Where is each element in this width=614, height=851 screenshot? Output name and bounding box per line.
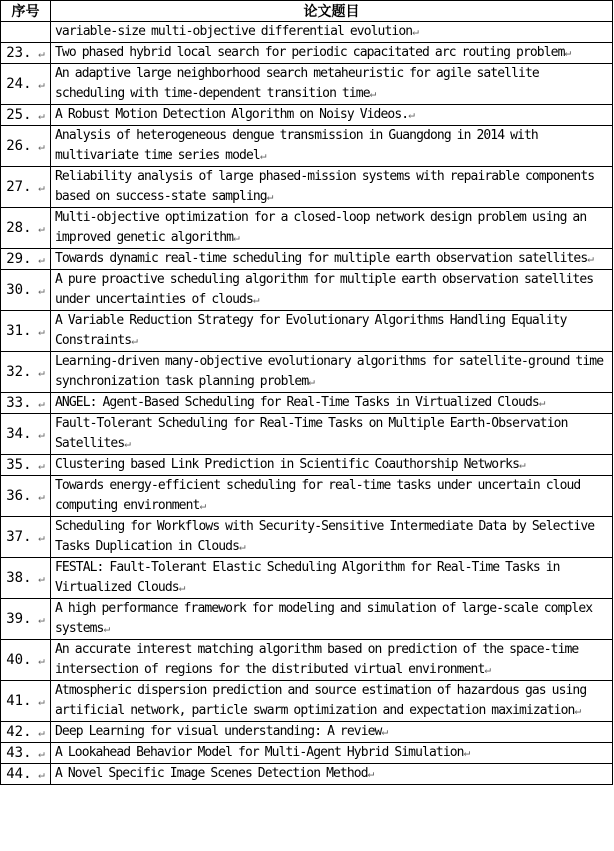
paragraph-mark-icon: ↵ xyxy=(31,253,45,266)
paragraph-mark-icon: ↵ xyxy=(31,613,45,626)
row-number-text: 28. xyxy=(6,220,32,236)
row-number xyxy=(1,558,51,599)
row-number xyxy=(1,393,51,414)
row-number xyxy=(1,270,51,311)
table-row xyxy=(1,352,613,393)
paragraph-mark-icon: ↵ xyxy=(381,725,388,738)
paragraph-mark-icon: ↵ xyxy=(31,181,45,194)
row-number xyxy=(1,311,51,352)
row-number-text: 30. xyxy=(6,282,32,298)
paragraph-mark-icon: ↵ xyxy=(259,149,266,162)
paragraph-mark-icon: ↵ xyxy=(239,540,245,553)
row-number xyxy=(1,764,51,785)
paper-title xyxy=(51,393,613,414)
paragraph-mark-icon: ↵ xyxy=(31,47,45,60)
row-number xyxy=(1,22,51,43)
paragraph-mark-icon: ↵ xyxy=(31,109,45,122)
paper-title-text: Clustering based Link Prediction in Scientific Coauthorship Networks xyxy=(55,457,520,472)
paragraph-mark-icon: ↵ xyxy=(31,490,45,503)
paper-title-text: A high performance framework for modeling and simulation of large-scale complex systems xyxy=(55,601,593,636)
row-number-text: 26. xyxy=(6,138,32,154)
paragraph-mark-icon: ↵ xyxy=(233,231,239,244)
row-number xyxy=(1,743,51,764)
paragraph-mark-icon: ↵ xyxy=(31,78,45,91)
paper-title-text: ANGEL: Agent-Based Scheduling for Real-Time Tasks in Virtualized Clouds xyxy=(55,395,539,410)
table-row xyxy=(1,476,613,517)
paragraph-mark-icon: ↵ xyxy=(31,531,45,544)
table-row xyxy=(1,764,613,785)
table-row xyxy=(1,22,613,43)
paper-title xyxy=(51,126,613,167)
table-row xyxy=(1,167,613,208)
table-row xyxy=(1,558,613,599)
paper-title xyxy=(51,517,613,558)
paragraph-mark-icon: ↵ xyxy=(31,695,45,708)
paper-title-text: FESTAL: Fault-Tolerant Elastic Scheduling Algorithm for Real-Time Tasks in Virtualized Clouds xyxy=(55,560,560,595)
paper-title-text: Learning-driven many-objective evolutionary algorithms for satellite-ground time synchronization task planning problem xyxy=(55,354,604,389)
row-number-text: 27. xyxy=(6,179,32,195)
paper-title xyxy=(51,681,613,722)
paragraph-mark-icon: ↵ xyxy=(31,140,45,153)
header-title: 论文题目 xyxy=(51,1,613,22)
paper-title-text: variable-size multi-objective differential evolution xyxy=(55,24,413,39)
paragraph-mark-icon: ↵ xyxy=(587,252,594,265)
table-row xyxy=(1,208,613,249)
table-row xyxy=(1,64,613,105)
paragraph-mark-icon: ↵ xyxy=(124,437,131,450)
row-number-text: 33. xyxy=(6,395,32,411)
row-number-text: 23. xyxy=(6,45,32,61)
paragraph-mark-icon: ↵ xyxy=(369,87,376,100)
row-number-text: 31. xyxy=(6,323,32,339)
paper-title-text: Towards energy-efficient scheduling for real-time tasks under uncertain cloud computing environment xyxy=(55,478,581,513)
table-row xyxy=(1,640,613,681)
table-row xyxy=(1,517,613,558)
row-number xyxy=(1,640,51,681)
paragraph-mark-icon: ↵ xyxy=(31,428,45,441)
paper-title xyxy=(51,208,613,249)
paper-title-text: A Novel Specific Image Scenes Detection Method xyxy=(55,766,368,781)
paragraph-mark-icon: ↵ xyxy=(31,366,45,379)
paragraph-mark-icon: ↵ xyxy=(31,459,45,472)
paper-title xyxy=(51,640,613,681)
table-row xyxy=(1,455,613,476)
paper-title xyxy=(51,64,613,105)
paragraph-mark-icon: ↵ xyxy=(519,458,525,471)
row-number xyxy=(1,352,51,393)
row-number xyxy=(1,105,51,126)
row-number-text: 39. xyxy=(6,611,32,627)
table-row xyxy=(1,126,613,167)
paragraph-mark-icon: ↵ xyxy=(31,768,45,781)
paragraph-mark-icon: ↵ xyxy=(178,581,185,594)
paragraph-mark-icon: ↵ xyxy=(564,46,571,59)
table-row xyxy=(1,43,613,64)
row-number xyxy=(1,64,51,105)
paper-title xyxy=(51,105,613,126)
paper-title-text: A pure proactive scheduling algorithm for multiple earth observation satellites under uncertainties of clouds xyxy=(55,272,594,307)
paper-title xyxy=(51,722,613,743)
paper-title xyxy=(51,270,613,311)
row-number-text: 24. xyxy=(6,76,32,92)
paper-title-text: Reliability analysis of large phased-mission systems with repairable components based on success-state sampling xyxy=(55,169,595,204)
table-row xyxy=(1,599,613,640)
table-row xyxy=(1,681,613,722)
table-body xyxy=(1,22,613,785)
paper-title xyxy=(51,43,613,64)
row-number xyxy=(1,722,51,743)
row-number xyxy=(1,43,51,64)
row-number xyxy=(1,599,51,640)
table-row xyxy=(1,249,613,270)
table-row xyxy=(1,270,613,311)
row-number-text: 32. xyxy=(6,364,32,380)
paper-title-text: Deep Learning for visual understanding: A review xyxy=(55,724,382,739)
paper-title-text: A Robust Motion Detection Algorithm on Noisy Videos. xyxy=(55,107,409,122)
paragraph-mark-icon: ↵ xyxy=(412,25,418,38)
paragraph-mark-icon: ↵ xyxy=(574,704,581,717)
paragraph-mark-icon: ↵ xyxy=(31,325,45,338)
paper-title-text: A Lookahead Behavior Model for Multi-Agent Hybrid Simulation xyxy=(55,745,464,760)
paper-title-text: Fault-Tolerant Scheduling for Real-Time Tasks on Multiple Earth-Observation Satellites xyxy=(55,416,568,451)
paper-title xyxy=(51,22,613,43)
paragraph-mark-icon: ↵ xyxy=(463,746,470,759)
row-number-text: 38. xyxy=(6,570,32,586)
row-number-text: 34. xyxy=(6,426,32,442)
paper-title xyxy=(51,743,613,764)
paper-title xyxy=(51,311,613,352)
row-number xyxy=(1,414,51,455)
paragraph-mark-icon: ↵ xyxy=(103,622,110,635)
paper-title-text: Towards dynamic real-time scheduling for multiple earth observation satellites xyxy=(55,251,588,266)
paragraph-mark-icon: ↵ xyxy=(31,284,45,297)
row-number-text: 36. xyxy=(6,488,32,504)
table-header-row xyxy=(1,1,613,22)
paper-title xyxy=(51,476,613,517)
header-number: 序号 xyxy=(1,1,51,22)
table-row xyxy=(1,311,613,352)
table-row xyxy=(1,722,613,743)
row-number-text: 35. xyxy=(6,457,32,473)
paragraph-mark-icon: ↵ xyxy=(308,375,315,388)
paragraph-mark-icon: ↵ xyxy=(31,726,45,739)
paper-title xyxy=(51,764,613,785)
row-number-text: 43. xyxy=(6,745,32,761)
paper-title xyxy=(51,249,613,270)
paragraph-mark-icon: ↵ xyxy=(31,572,45,585)
paper-title xyxy=(51,167,613,208)
paragraph-mark-icon: ↵ xyxy=(538,396,545,409)
paper-title-text: A Variable Reduction Strategy for Evolutionary Algorithms Handling Equality Constraints xyxy=(55,313,567,348)
row-number xyxy=(1,208,51,249)
paragraph-mark-icon: ↵ xyxy=(252,293,259,306)
paragraph-mark-icon: ↵ xyxy=(266,190,273,203)
paragraph-mark-icon: ↵ xyxy=(408,108,414,121)
paper-title-text: An accurate interest matching algorithm based on prediction of the space-time intersection of regions for the distributed virtual environment xyxy=(55,642,579,677)
paper-title xyxy=(51,414,613,455)
table-row xyxy=(1,414,613,455)
row-number xyxy=(1,517,51,558)
paper-title xyxy=(51,558,613,599)
paper-title xyxy=(51,455,613,476)
paper-title-text: Scheduling for Workflows with Security-Sensitive Intermediate Data by Selective Tasks Duplication in Clouds xyxy=(55,519,595,554)
paper-title xyxy=(51,599,613,640)
row-number xyxy=(1,455,51,476)
paper-title xyxy=(51,352,613,393)
paper-title-text: Analysis of heterogeneous dengue transmission in Guangdong in 2014 with multivariate time series model xyxy=(55,128,538,163)
paragraph-mark-icon: ↵ xyxy=(31,654,45,667)
row-number-text: 25. xyxy=(6,107,32,123)
paper-title-text: Atmospheric dispersion prediction and source estimation of hazardous gas using artificial network, particle swarm optimization and expectation maximization xyxy=(55,683,587,718)
row-number xyxy=(1,126,51,167)
paragraph-mark-icon: ↵ xyxy=(484,663,491,676)
table-row xyxy=(1,393,613,414)
paragraph-mark-icon: ↵ xyxy=(199,499,206,512)
paragraph-mark-icon: ↵ xyxy=(367,767,374,780)
paper-title-text: Two phased hybrid local search for periodic capacitated arc routing problem xyxy=(55,45,565,60)
row-number-text: 41. xyxy=(6,693,32,709)
row-number-text: 42. xyxy=(6,724,32,740)
paper-title-text: Multi-objective optimization for a closed-loop network design problem using an improved genetic algorithm xyxy=(55,210,587,245)
paragraph-mark-icon: ↵ xyxy=(131,334,137,347)
row-number xyxy=(1,681,51,722)
row-number xyxy=(1,249,51,270)
paper-title-text: An adaptive large neighborhood search metaheuristic for agile satellite scheduling with time-dependent transition time xyxy=(55,66,539,101)
table-row xyxy=(1,743,613,764)
row-number-text: 44. xyxy=(6,766,32,782)
paragraph-mark-icon: ↵ xyxy=(31,222,45,235)
paragraph-mark-icon: ↵ xyxy=(31,397,45,410)
paragraph-mark-icon: ↵ xyxy=(31,747,45,760)
table-row xyxy=(1,105,613,126)
row-number xyxy=(1,167,51,208)
row-number xyxy=(1,476,51,517)
row-number-text: 37. xyxy=(6,529,32,545)
row-number-text: 29. xyxy=(6,251,32,267)
row-number-text: 40. xyxy=(6,652,32,668)
